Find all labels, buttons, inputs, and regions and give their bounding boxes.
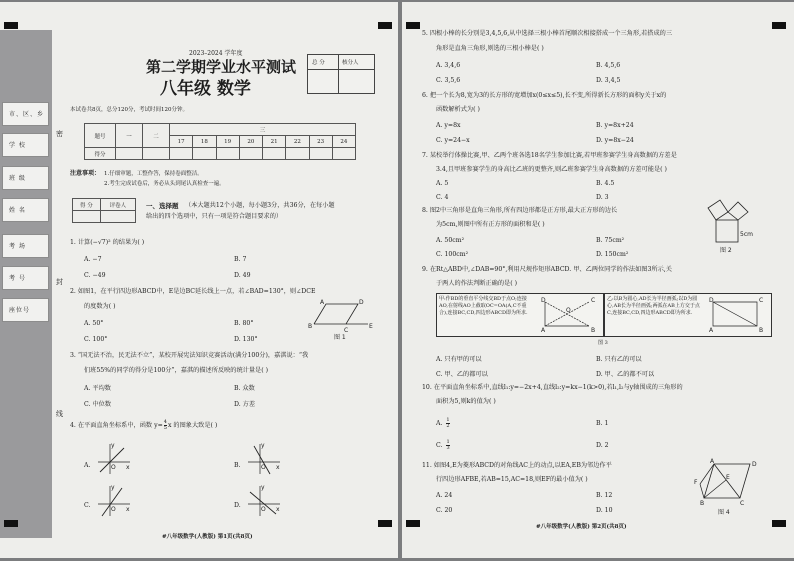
question-6: 6. 把一个长为8,宽为3的长方形的宽增加x(0≤x≤5),长不变,所得新长方形的面积y关于x的 (422, 92, 667, 99)
scorer-cell[interactable] (100, 211, 135, 223)
fig1-label-d: D (359, 299, 364, 306)
option-4b[interactable]: B. (234, 462, 241, 469)
binding-mark-line: 线 (56, 410, 63, 418)
option-4a[interactable]: A. (84, 462, 91, 469)
option-10a[interactable] (436, 418, 450, 429)
question-8-cont: 为5cm,则图中所有正方形的面积和是( ) (436, 221, 545, 228)
frac-den: 2 (446, 423, 450, 429)
option-11b[interactable]: B. 12 (596, 492, 613, 499)
option-8c[interactable]: C. 100cm² (436, 251, 469, 258)
axis-origin: O (111, 464, 116, 471)
option-10a-label: A. (436, 420, 443, 427)
question-9-cont: 于两人的作法判断正确的是( ) (436, 280, 518, 287)
binding-mark-seal: 密 (56, 130, 63, 138)
option-3c[interactable]: C. 中位数 (84, 401, 112, 408)
fig4-label-a: A (710, 458, 715, 465)
question-5: 5. 四根小棒的长分别是3,4,5,6,从中选择三根小棒首尾顺次相接搭成一个三角形,若搭成的三 (422, 30, 673, 37)
score-table-sub: 18 (193, 136, 216, 148)
option-3d[interactable]: D. 方差 (234, 401, 256, 408)
option-2a[interactable]: A. 50° (84, 320, 104, 327)
option-6a[interactable]: A. y=8x (436, 122, 461, 129)
score-cell[interactable] (216, 148, 239, 160)
option-9b[interactable]: B. 只有乙的可以 (596, 356, 642, 363)
fig-label: B (591, 327, 596, 334)
option-2d[interactable]: D. 130° (234, 336, 258, 343)
field-number[interactable]: 考 号 (2, 266, 49, 290)
fig-label: A (541, 327, 546, 334)
axis-x-label: x (126, 464, 130, 471)
binding-mark-close: 封 (56, 278, 63, 286)
option-1d[interactable]: D. 49 (234, 272, 251, 279)
option-11c[interactable]: C. 20 (436, 507, 453, 514)
option-5d[interactable]: D. 3,4,5 (596, 77, 621, 84)
solution-jia-text: 甲:作BD的垂直平分线交BD于点O;连接AO,在射线AO上截取OC=OA(A,C不重合),连接BC,CD,四边形ABCD即为所求. (439, 296, 528, 316)
field-class[interactable]: 班 级 (2, 166, 49, 190)
option-8b[interactable]: B. 75cm² (596, 237, 625, 244)
fig2-caption: 图 2 (720, 247, 732, 254)
axis-x-label: x (276, 464, 280, 471)
score-cell[interactable] (143, 148, 170, 160)
option-4c[interactable]: C. (84, 502, 91, 509)
notes-title: 注意事项： (70, 170, 101, 177)
left-page (0, 2, 398, 558)
question-7-cont: 3.4,且甲班参赛学生的身高比乙班的更整齐,则乙班参赛学生身高数据的方差可能是( ) (436, 166, 667, 173)
option-10c[interactable] (436, 440, 450, 451)
figure-4-rhombus (694, 458, 760, 516)
option-3a[interactable]: A. 平均数 (84, 385, 111, 392)
fig1-label-b: B (308, 323, 313, 330)
score-table-sub: 23 (309, 136, 332, 148)
option-9c[interactable]: C. 甲、乙的都可以 (436, 371, 488, 378)
option-6b[interactable]: B. y=8x+24 (596, 122, 634, 129)
question-10-cont: 面积为5,则k的值为( ) (436, 398, 496, 405)
option-5a[interactable]: A. 3,4,6 (436, 62, 461, 69)
section-desc: 给出的四个选项中，只有一项是符合题目要求的） (146, 213, 283, 220)
figure-1-parallelogram (306, 300, 386, 340)
exam-title: 第二学期学业水平测试 (146, 58, 297, 76)
corner-marker (4, 22, 18, 29)
frac-num: 4 (163, 419, 167, 425)
fig2-edge-label: 5cm (740, 231, 753, 238)
field-school[interactable]: 学 校 (2, 133, 49, 157)
option-3b[interactable]: B. 众数 (234, 385, 255, 392)
option-11d[interactable]: D. 10 (596, 507, 613, 514)
score-cell[interactable] (170, 148, 193, 160)
corner-marker (772, 22, 786, 29)
score-cell[interactable] (286, 148, 309, 160)
fig1-label-a: A (320, 299, 325, 306)
option-9a[interactable]: A. 只有甲的可以 (436, 356, 482, 363)
option-6d[interactable]: D. y=8x−24 (596, 137, 634, 144)
fig1-label-e: E (369, 323, 373, 330)
solution-box-yi (604, 293, 772, 337)
graph-option-a[interactable] (96, 442, 132, 476)
option-4d[interactable]: D. (234, 502, 241, 509)
right-page (402, 2, 794, 558)
score-table-sub: 24 (332, 136, 355, 148)
fig3-caption: 图 3 (598, 340, 608, 346)
axis-y-label: y (111, 442, 115, 449)
solution-yi-text: 乙:以B为圆心,AD长为半径画弧;以D为圆心,AB长为半径画弧;两弧在AB上方交于点C,连接BC,CD,四边形ABCD即为所求. (607, 296, 700, 316)
question-2: 2. 如图1，在平行四边形ABCD中，E是边BC延长线上一点，若∠BAD=130°，则∠DCE (70, 288, 316, 295)
corner-marker (4, 520, 18, 527)
figure-2-squares (702, 198, 762, 258)
question-7: 7. 某校举行体操比赛,甲、乙两个班各选18名学生参加比赛,若甲班参赛学生身高数据的方差是 (422, 152, 677, 159)
score-table-row-label: 得分 (85, 148, 116, 160)
scorer-label: 得 分 (73, 199, 101, 211)
option-1c[interactable]: C. −49 (84, 272, 106, 279)
score-table-sub: 19 (216, 136, 239, 148)
score-cell[interactable] (116, 148, 143, 160)
option-11a[interactable]: A. 24 (436, 492, 453, 499)
fig4-caption: 图 4 (718, 509, 730, 516)
graph-option-d[interactable] (246, 484, 282, 518)
fig4-label-e: E (726, 474, 730, 481)
exam-info: 本试卷共8页，总分120分，考试时间120分钟。 (70, 107, 188, 113)
question-6-cont: 函数解析式为( ) (436, 106, 480, 113)
school-year: 2023–2024 学年度 (189, 50, 243, 57)
score-cell[interactable] (239, 148, 262, 160)
total-score-label: 总 分 (312, 60, 325, 66)
fig4-label-d: D (752, 461, 757, 468)
field-seat[interactable]: 座位号 (2, 298, 49, 322)
corner-marker (378, 22, 392, 29)
frac-num: 1 (446, 439, 450, 445)
question-4 (70, 420, 217, 431)
option-5c[interactable]: C. 3,5,6 (436, 77, 461, 84)
score-cell[interactable] (193, 148, 216, 160)
question-3: 3. “国无法不治，民无法不立”，某校开展宪法知识竞赛活动(满分100分)，嘉淇说：“我 (70, 352, 309, 359)
question-8: 8. 图2中三角形是直角三角形,所有四边形都是正方形,最大正方形的边长 (422, 207, 618, 214)
fig4-label-c: C (740, 500, 745, 507)
option-5b[interactable]: B. 4,5,6 (596, 62, 621, 69)
fig-label: A (709, 327, 714, 334)
note-item: 1.仔细审题，工整作答，保持卷面整洁。 (104, 171, 203, 177)
fig-label: D (709, 297, 714, 304)
solution-box-jia (436, 293, 604, 337)
question-9: 9. 在Rt△ABD中,∠DAB=90°,利用尺规作矩形ABCD. 甲、乙两位同学的作法如图3所示,关 (422, 266, 672, 273)
corner-marker (378, 520, 392, 527)
note-item: 2.考生完成试卷后，务必从头到尾认真检查一遍。 (104, 181, 225, 187)
option-7c[interactable]: C. 4 (436, 194, 449, 201)
checker-label: 核分人 (342, 60, 359, 66)
field-district[interactable]: 市、区、乡 (2, 102, 49, 126)
solution-yi-figure (709, 298, 769, 332)
question-5-cont: 角形是直角三角形,则选的三根小棒是( ) (436, 45, 544, 52)
score-table-sub: 21 (263, 136, 286, 148)
option-10b[interactable]: B. 1 (596, 420, 609, 427)
score-cell[interactable] (309, 148, 332, 160)
option-8a[interactable]: A. 50cm² (436, 237, 465, 244)
corner-marker (772, 520, 786, 527)
graph-option-c[interactable] (96, 484, 132, 518)
option-1b[interactable]: B. 7 (234, 256, 247, 263)
question-11-cont: 行四边形AFBE,若AB=15,AC=18,则EF的最小值为( ) (436, 476, 588, 483)
solution-jia-figure (541, 298, 601, 332)
axis-y-label: y (261, 442, 265, 449)
fig-label: B (759, 327, 764, 334)
option-7b[interactable]: B. 4.5 (596, 180, 615, 187)
axis-x-label: x (276, 506, 280, 513)
frac-den: 5 (163, 425, 167, 431)
question-3-cont: 们班55%的同学的得分是100分”，嘉淇的描述所反映的统计量是( ) (84, 367, 269, 374)
question-4-stem: 4. 在平面直角坐标系中，函数 y= (70, 422, 163, 429)
page-footer-left: #八年级数学(人教版) 第1页(共8页) (162, 534, 253, 540)
question-4-tail: x 的图象大致是( ) (167, 422, 218, 429)
corner-marker (406, 22, 420, 29)
fig1-caption: 图 1 (334, 334, 346, 341)
score-cell[interactable] (263, 148, 286, 160)
score-table-sub: 22 (286, 136, 309, 148)
total-score-box (307, 54, 375, 94)
axis-origin: O (261, 464, 266, 471)
score-table-sub: 17 (170, 136, 193, 148)
option-8d[interactable]: D. 150cm² (596, 251, 629, 258)
axis-origin: O (261, 506, 266, 513)
field-name[interactable]: 姓 名 (2, 198, 49, 222)
question-2-cont: 的度数为( ) (84, 303, 116, 310)
question-1: 1. 计算(−√7)² 的结果为( ) (70, 239, 145, 246)
fig4-label-b: B (700, 500, 705, 507)
scorer-cell[interactable] (73, 211, 101, 223)
fig4-label-f: F (694, 479, 698, 486)
axis-y-label: y (111, 484, 115, 491)
binding-strip (0, 30, 52, 538)
option-10c-label: C. (436, 442, 443, 449)
option-9d[interactable]: D. 甲、乙的都不可以 (596, 371, 655, 378)
exam-subject: 八年级 数学 (160, 79, 251, 99)
score-cell[interactable] (332, 148, 355, 160)
score-table-col: 一 (116, 124, 143, 148)
section-desc: （本大题共12个小题，每小题3分，共36分，在每小题 (185, 202, 335, 209)
score-table-col: 二 (143, 124, 170, 148)
fig-label: C (759, 297, 764, 304)
fig1-label-c: C (344, 327, 349, 334)
score-table-sub: 20 (239, 136, 262, 148)
fig-label: C (591, 297, 596, 304)
corner-marker (406, 520, 420, 527)
option-2b[interactable]: B. 80° (234, 320, 254, 327)
fig-label: O (566, 307, 571, 314)
option-10d[interactable]: D. 2 (596, 442, 609, 449)
option-7d[interactable]: D. 3 (596, 194, 609, 201)
score-table (84, 123, 356, 160)
option-6c[interactable]: C. y=24−x (436, 137, 470, 144)
fig-label: D (541, 297, 546, 304)
scorer-label: 评卷人 (100, 199, 135, 211)
graph-option-b[interactable] (246, 442, 282, 476)
option-1a[interactable]: A. −7 (84, 256, 102, 263)
question-10: 10. 在平面直角坐标系中,直线l₁:y=−2x+4,直线l₂:y=kx−1(k>0),若l₁,l₂与y轴围成的三角形的 (422, 384, 683, 391)
frac-den: 3 (446, 445, 450, 451)
frac-num: 1 (446, 417, 450, 423)
score-table-col: 三 (170, 124, 356, 136)
axis-origin: O (111, 506, 116, 513)
section-scorer-box (72, 198, 136, 223)
page-footer-right: #八年级数学(人教版) 第2页(共8页) (536, 524, 627, 530)
question-11: 11. 如图4,E为菱形ABCD的对角线AC上的动点,以EA,EB为邻边作平 (422, 462, 612, 469)
axis-y-label: y (261, 484, 265, 491)
score-table-header: 题号 (85, 124, 116, 148)
option-2c[interactable]: C. 100° (84, 336, 108, 343)
field-room[interactable]: 考 场 (2, 234, 49, 258)
axis-x-label: x (126, 506, 130, 513)
option-7a[interactable]: A. 5 (436, 180, 449, 187)
section-title: 一、选择题 (146, 202, 179, 210)
